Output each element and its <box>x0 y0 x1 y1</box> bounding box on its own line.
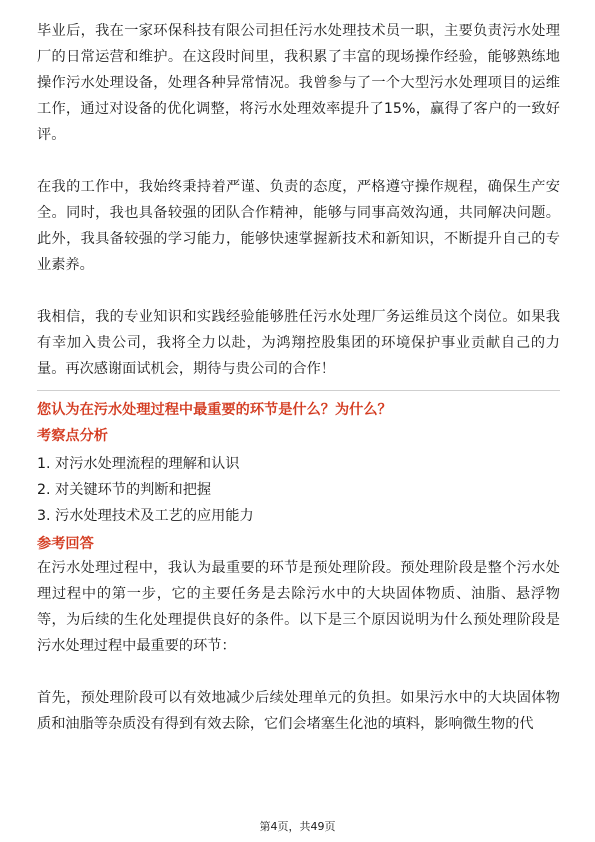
paragraph-gap <box>37 659 560 685</box>
list-item: 2. 对关键环节的判断和把握 <box>37 482 212 498</box>
answer-heading: 参考回答 <box>37 536 94 552</box>
answer-paragraph-2: 首先，预处理阶段可以有效地减少后续处理单元的负担。如果污水中的大块固体物质和油脂等杂质没有得到有效去除，它们会堵塞生化池的填料，影响微生物的代 <box>37 690 560 732</box>
answer-paragraph-1: 在污水处理过程中，我认为最重要的环节是预处理阶段。预处理阶段是整个污水处理过程中的第一步，它的主要任务是去除污水中的大块固体物质、油脂、悬浮物等，为后续的生化处理提供良好的条件。以下是三个原因说明为什么预处理阶段是污水处理过程中最重要的环节： <box>37 560 560 654</box>
paragraph-gap <box>37 278 560 304</box>
list-item: 1. 对污水处理流程的理解和认识 <box>37 456 240 472</box>
page-number: 第4页，共49页 <box>259 820 336 833</box>
analysis-heading: 考察点分析 <box>37 428 108 444</box>
intro-paragraph-1: 毕业后，我在一家环保科技有限公司担任污水处理技术员一职，主要负责污水处理厂的日常运营和维护。在这段时间里，我积累了丰富的现场操作经验，能够熟练地操作污水处理设备，处理各种异常情况。我曾参与了一个大型污水处理项目的运维工作，通过对设备的优化调整，将污水处理效率提升了15%，赢得了客户的一致好评。 <box>37 23 560 143</box>
document-page <box>37 18 560 737</box>
analysis-list <box>37 451 560 529</box>
paragraph-gap <box>37 148 560 174</box>
intro-paragraph-2: 在我的工作中，我始终秉持着严谨、负责的态度，严格遵守操作规程，确保生产安全。同时，我也具备较强的团队合作精神，能够与同事高效沟通，共同解决问题。此外，我具备较强的学习能力，能够快速掌握新技术和新知识，不断提升自己的专业素养。 <box>37 179 560 273</box>
intro-paragraph-3: 我相信，我的专业知识和实践经验能够胜任污水处理厂务运维员这个岗位。如果我有幸加入贵公司，我将全力以赴，为鸿翔控股集团的环境保护事业贡献自己的力量。再次感谢面试机会，期待与贵公司的合作！ <box>37 309 560 377</box>
interview-question: 您认为在污水处理过程中最重要的环节是什么？为什么？ <box>37 402 392 418</box>
list-item: 3. 污水处理技术及工艺的应用能力 <box>37 508 254 524</box>
section-divider <box>37 390 560 391</box>
